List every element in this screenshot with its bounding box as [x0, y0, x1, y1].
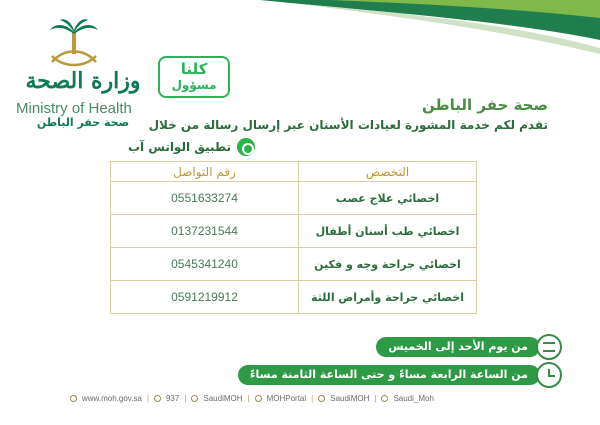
ministry-logo: [8, 18, 143, 129]
specialty-header: التخصص: [299, 162, 477, 182]
page-title: صحة حفر الباطن: [422, 96, 548, 114]
facebook-icon: [318, 395, 325, 402]
clock-icon: [536, 362, 562, 388]
cluster-name: صحة حفر الباطن: [36, 116, 130, 129]
intro-line1: تقدم لكم خدمة المشورة لعيادات الأسنان عبر إرسال رسالة من خلال: [148, 118, 548, 132]
whatsapp-icon: [237, 138, 255, 156]
palm-swords-emblem-icon: [44, 18, 104, 70]
phone-icon: [154, 395, 161, 402]
twitter-icon: [191, 395, 198, 402]
badge-line2: مسؤول: [171, 78, 217, 92]
specialty-cell: اخصائي جراحة وأمراض اللثة: [299, 281, 477, 314]
table-header-row: [111, 162, 477, 182]
phone-header: رقم التواصل: [111, 162, 299, 182]
footer-snapchat[interactable]: Saudi_Moh: [393, 394, 434, 403]
ministry-english-name: Ministry of Health: [16, 100, 132, 117]
footer-phone[interactable]: 937: [165, 394, 180, 403]
phone-cell[interactable]: 0545341240: [111, 248, 299, 281]
footer-links: www.moh.gov.sa | 937 | SaudiMOH | MOHPortal | SaudiMOH | Saudi_Moh: [70, 394, 434, 403]
youtube-icon: [255, 395, 262, 402]
calendar-icon: [536, 334, 562, 360]
footer-twitter[interactable]: SaudiMOH: [203, 394, 243, 403]
globe-icon: [70, 395, 77, 402]
schedule-hours: [238, 362, 562, 388]
specialty-cell: اخصائي علاج عصب: [299, 182, 477, 215]
ministry-arabic-name: وزارة الصحة: [25, 68, 141, 94]
table-row: [111, 281, 477, 314]
table-row: [111, 182, 477, 215]
kulluna-masool-badge: [158, 56, 230, 98]
schedule-hours-pill: من الساعة الرابعة مساءً و حتى الساعة الثامنة مساءً: [238, 365, 540, 385]
intro-line2: تطبيق الواتس آب: [128, 140, 232, 154]
schedule-days: [376, 334, 562, 360]
badge-line1: كلنا: [180, 60, 208, 78]
phone-cell[interactable]: 0551633274: [111, 182, 299, 215]
table-row: [111, 248, 477, 281]
schedule-days-pill: من يوم الأحد إلى الخميس: [376, 337, 540, 357]
phone-cell[interactable]: 0591219912: [111, 281, 299, 314]
footer-facebook[interactable]: SaudiMOH: [330, 394, 370, 403]
footer-website[interactable]: www.moh.gov.sa: [82, 394, 142, 403]
specialty-cell: اخصائي طب أسنان أطفال: [299, 215, 477, 248]
footer-portal[interactable]: MOHPortal: [266, 394, 307, 403]
intro-line2-row: [128, 138, 548, 156]
table-row: [111, 215, 477, 248]
phone-cell[interactable]: 0137231544: [111, 215, 299, 248]
specialty-cell: اخصائي جراحة وجه و فكين: [299, 248, 477, 281]
snapchat-icon: [381, 395, 388, 402]
contacts-table: [110, 161, 477, 314]
